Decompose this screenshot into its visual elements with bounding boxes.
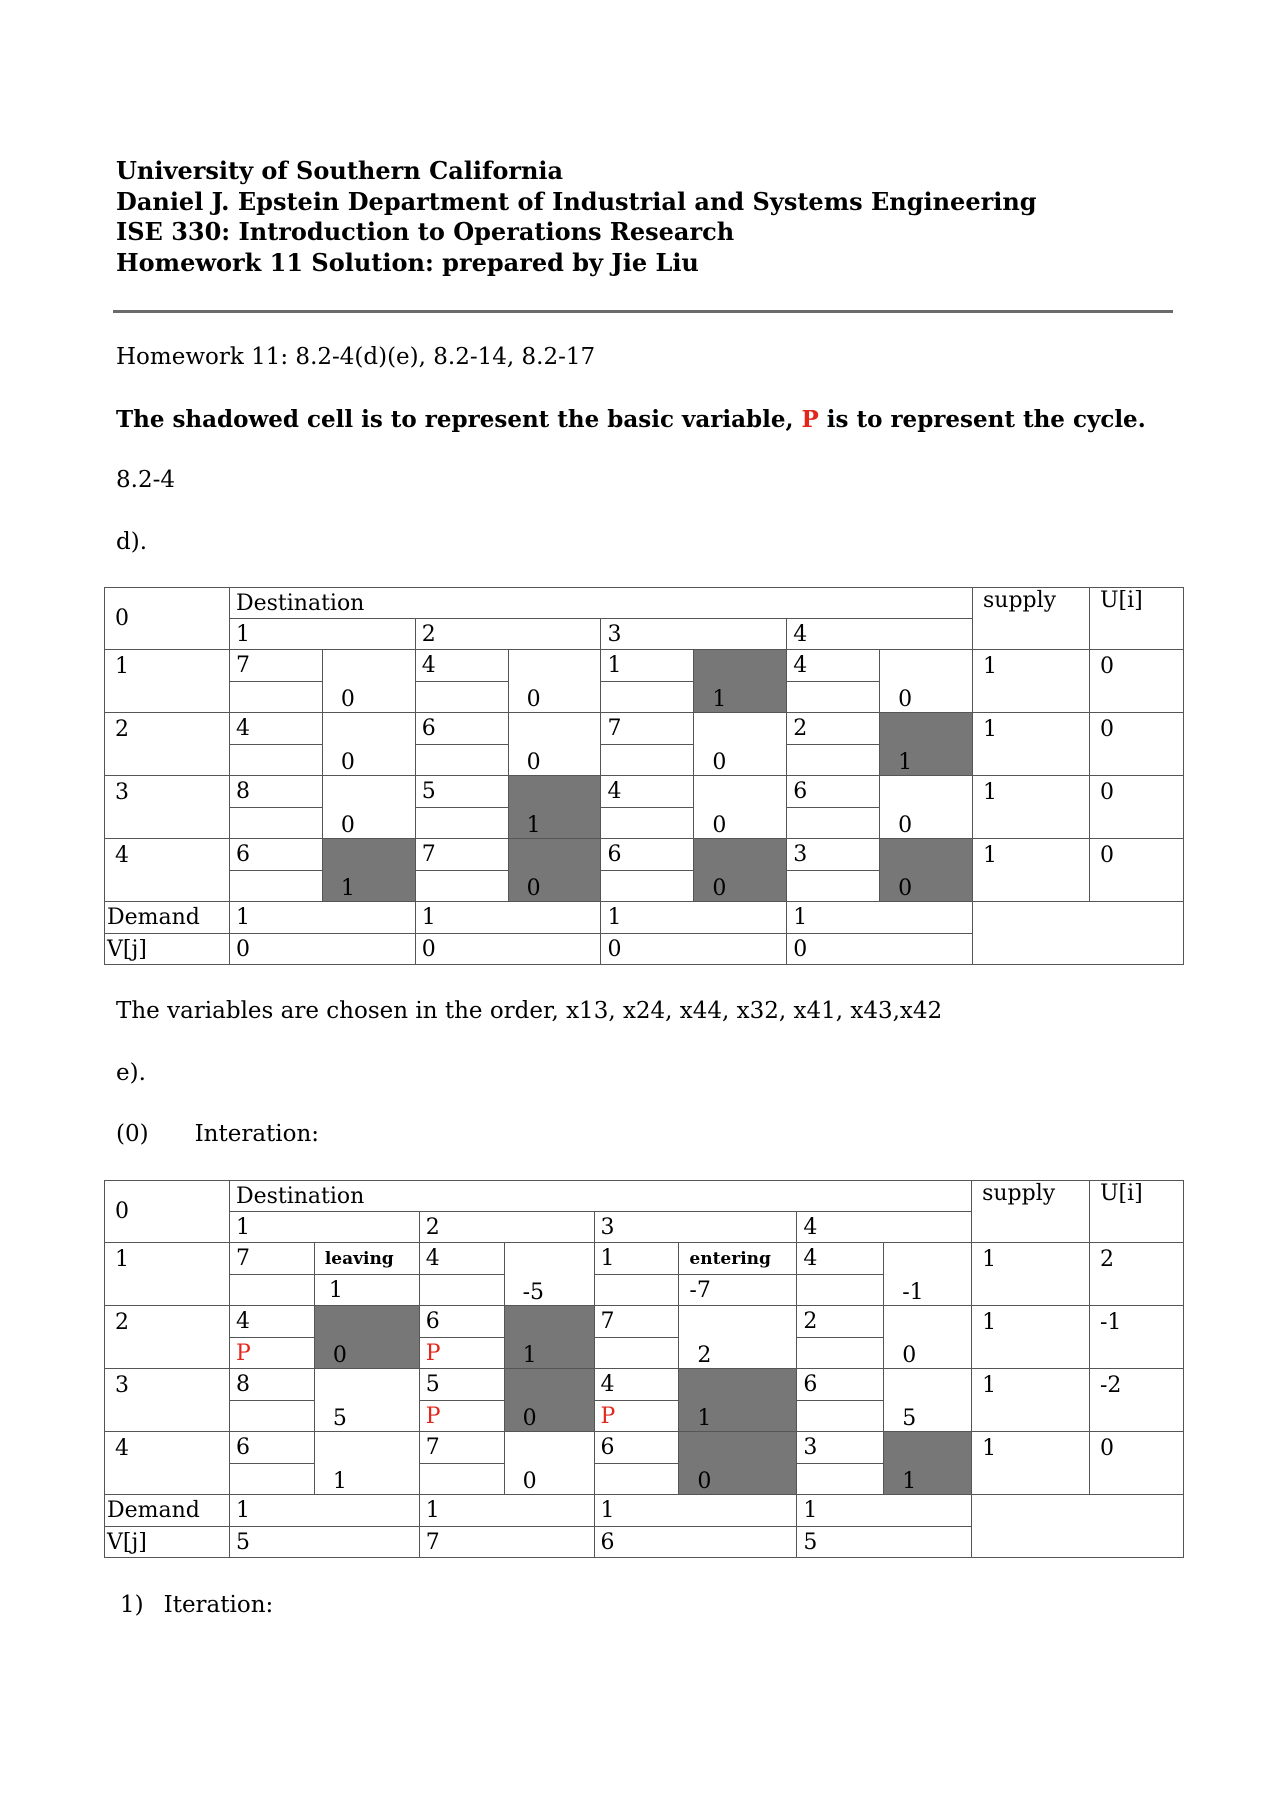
empty-cell [972,1495,1184,1558]
table-e-v-label: V[j] [105,1527,230,1558]
value-cell: 0 [884,1306,972,1369]
cost-cell: 4 [797,1243,884,1275]
basic-value-cell: 1 [679,1369,797,1432]
table-e-source-4: 4 [105,1432,230,1495]
basic-value-cell: 1 [880,713,973,776]
cost-cell: 4 [419,1243,504,1275]
value-cell: 5 [884,1369,972,1432]
cost-cell: 7 [229,650,322,682]
supply-cell: 1 [972,1432,1090,1495]
table-e-corner: 0 [105,1181,230,1243]
cost-cell: 4 [594,1369,679,1401]
value-cell: -7 [679,1275,797,1306]
table-d-dest-1: 1 [229,619,415,650]
section-number: 8.2-4 [116,467,175,493]
empty-cell [229,1275,314,1306]
cost-cell: 6 [419,1306,504,1338]
value-cell: 0 [322,776,415,839]
cost-cell: 6 [601,839,694,871]
cost-cell: 4 [787,650,880,682]
entering-label: entering [679,1243,797,1275]
demand-cell: 1 [229,902,415,934]
transport-table-e [104,1180,1184,1558]
empty-cell [229,808,322,839]
cost-cell: 3 [787,839,880,871]
empty-cell [419,1464,504,1495]
value-cell: 1 [314,1275,419,1306]
value-cell: 0 [880,776,973,839]
supply-cell: 1 [973,713,1090,776]
value-cell: -5 [504,1243,594,1306]
empty-cell [787,871,880,902]
empty-cell [229,1401,314,1432]
supply-cell: 1 [972,1243,1090,1306]
table-d-supply-header: supply [973,588,1090,650]
value-cell: 0 [322,713,415,776]
empty-cell [601,808,694,839]
cost-cell: 6 [787,776,880,808]
part-e-label: e). [116,1060,146,1086]
basic-value-cell: 0 [314,1306,419,1369]
cost-cell: 1 [594,1243,679,1275]
empty-cell [787,682,880,713]
legend-text-a: The shadowed cell is to represent the basic variable, [116,406,802,433]
supply-cell: 1 [973,776,1090,839]
table-e-source-1: 1 [105,1243,230,1306]
table-d-dest-3: 3 [601,619,787,650]
empty-cell [419,1275,504,1306]
empty-cell [229,1464,314,1495]
cycle-marker: P [419,1401,504,1432]
cost-cell: 8 [229,776,322,808]
empty-cell [594,1464,679,1495]
table-d-source-4: 4 [105,839,230,902]
table-d-source-3: 3 [105,776,230,839]
cost-cell: 6 [594,1432,679,1464]
cost-cell: 5 [419,1369,504,1401]
cost-cell: 7 [415,839,508,871]
v-cell: 5 [797,1527,972,1558]
iteration-1-label: Iteration: [163,1592,274,1618]
value-cell: 0 [694,776,787,839]
basic-value-cell: 0 [880,839,973,902]
supply-cell: 1 [973,650,1090,713]
table-e-destination-header: Destination [229,1181,971,1212]
v-cell: 6 [594,1527,797,1558]
table-d-dest-4: 4 [787,619,973,650]
demand-cell: 1 [787,902,973,934]
table-d-corner: 0 [105,588,230,650]
empty-cell [415,745,508,776]
v-cell: 7 [419,1527,594,1558]
value-cell: 0 [322,650,415,713]
cycle-marker: P [229,1338,314,1369]
demand-cell: 1 [594,1495,797,1527]
header-university: University of Southern California [116,156,564,185]
table-d-source-2: 2 [105,713,230,776]
table-d-dest-2: 2 [415,619,601,650]
empty-cell [601,682,694,713]
u-cell: 0 [1090,1432,1184,1495]
v-cell: 0 [229,934,415,965]
demand-cell: 1 [229,1495,419,1527]
empty-cell [415,871,508,902]
cost-cell: 7 [601,713,694,745]
value-cell: 5 [314,1369,419,1432]
table-e-supply-header: supply [972,1181,1090,1243]
cost-cell: 7 [594,1306,679,1338]
table-d-u-header: U[i] [1089,588,1183,650]
cost-cell: 3 [797,1432,884,1464]
legend-cycle-marker: P [801,406,819,433]
v-cell: 5 [229,1527,419,1558]
u-cell: 0 [1089,650,1183,713]
u-cell: 0 [1089,776,1183,839]
value-cell: 0 [880,650,973,713]
table-e-dest-1: 1 [229,1212,419,1243]
v-cell: 0 [601,934,787,965]
iteration-0-number: (0) [116,1121,149,1147]
cycle-marker: P [594,1401,679,1432]
table-e-demand-label: Demand [105,1495,230,1527]
iteration-0-heading [116,1121,319,1147]
basic-value-cell: 0 [508,839,601,902]
cost-cell: 6 [797,1369,884,1401]
empty-cell [229,682,322,713]
cost-cell: 1 [601,650,694,682]
document-header [116,156,1037,278]
basic-value-cell: 1 [884,1432,972,1495]
supply-cell: 1 [973,839,1090,902]
empty-cell [594,1338,679,1369]
basic-value-cell: 0 [694,839,787,902]
supply-cell: 1 [972,1306,1090,1369]
v-cell: 0 [415,934,601,965]
value-cell: 0 [694,713,787,776]
demand-cell: 1 [601,902,787,934]
cost-cell: 6 [229,839,322,871]
value-cell: 0 [508,650,601,713]
cost-cell: 2 [797,1306,884,1338]
table-d-destination-header: Destination [229,588,972,619]
supply-cell: 1 [972,1369,1090,1432]
table-e-dest-3: 3 [594,1212,797,1243]
basic-value-cell: 1 [504,1306,594,1369]
v-cell: 0 [787,934,973,965]
iteration-0-label: Interation: [194,1121,320,1147]
basic-value-cell: 0 [679,1432,797,1495]
cost-cell: 7 [419,1432,504,1464]
cost-cell: 4 [601,776,694,808]
u-cell: 0 [1089,713,1183,776]
u-cell: -2 [1090,1369,1184,1432]
table-e-source-2: 2 [105,1306,230,1369]
value-cell: 0 [508,713,601,776]
empty-cell [787,808,880,839]
cost-cell: 8 [229,1369,314,1401]
cost-cell: 6 [415,713,508,745]
table-d-demand-label: Demand [105,902,230,934]
u-cell: 0 [1089,839,1183,902]
basic-value-cell: 1 [322,839,415,902]
header-department: Daniel J. Epstein Department of Industrial and Systems Engineering [116,186,1037,216]
value-cell: 0 [504,1432,594,1495]
basic-value-cell: 1 [508,776,601,839]
empty-cell [787,745,880,776]
empty-cell [797,1275,884,1306]
u-cell: 2 [1090,1243,1184,1306]
basic-value-cell: 1 [694,650,787,713]
empty-cell [797,1464,884,1495]
empty-cell [229,871,322,902]
header-course: ISE 330: Introduction to Operations Research [116,217,735,246]
empty-cell [594,1275,679,1306]
cost-cell: 4 [415,650,508,682]
cycle-marker: P [419,1338,504,1369]
value-cell: 2 [679,1306,797,1369]
legend-text-b: is to represent the cycle. [818,406,1146,433]
table-e-source-3: 3 [105,1369,230,1432]
empty-cell [415,682,508,713]
cost-cell: 7 [229,1243,314,1275]
table-e-u-header: U[i] [1090,1181,1184,1243]
demand-cell: 1 [415,902,601,934]
basic-value-cell: 0 [504,1369,594,1432]
variable-order-text: The variables are chosen in the order, x13, x24, x44, x32, x41, x43,x42 [116,998,943,1024]
demand-cell: 1 [419,1495,594,1527]
u-cell: -1 [1090,1306,1184,1369]
header-divider [113,310,1173,313]
empty-cell [601,871,694,902]
header-homework: Homework 11 Solution: prepared by Jie Liu [116,247,699,277]
cost-cell: 5 [415,776,508,808]
cost-cell: 2 [787,713,880,745]
table-d-source-1: 1 [105,650,230,713]
empty-cell [797,1338,884,1369]
table-e-dest-4: 4 [797,1212,972,1243]
value-cell: -1 [884,1243,972,1306]
homework-list: Homework 11: 8.2-4(d)(e), 8.2-14, 8.2-17 [116,344,596,370]
table-e-dest-2: 2 [419,1212,594,1243]
cost-cell: 4 [229,713,322,745]
table-d-v-label: V[j] [105,934,230,965]
empty-cell [973,902,1184,965]
cost-cell: 4 [229,1306,314,1338]
empty-cell [229,745,322,776]
empty-cell [415,808,508,839]
transport-table-d [104,587,1184,965]
iteration-1-heading [120,1592,273,1618]
legend-note [116,406,1146,433]
demand-cell: 1 [797,1495,972,1527]
part-d-label: d). [116,529,148,555]
cost-cell: 6 [229,1432,314,1464]
iteration-1-number: 1) [120,1592,144,1618]
empty-cell [601,745,694,776]
empty-cell [797,1401,884,1432]
value-cell: 1 [314,1432,419,1495]
leaving-label: leaving [314,1243,419,1275]
